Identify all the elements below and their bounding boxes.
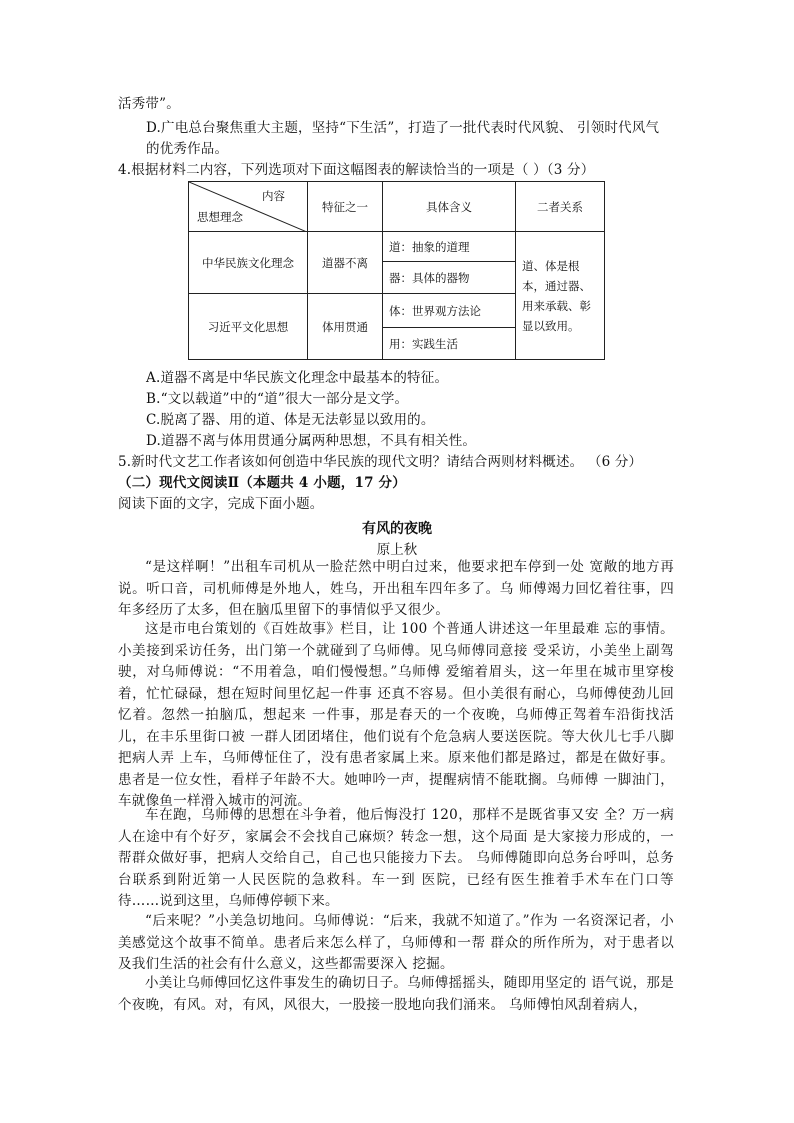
header-feature: 特征之一 <box>308 182 383 232</box>
story-paragraph-2: 这是市电台策划的《百姓故事》栏目，让 100 个普通人讲述这一年里最难 忘的事情。小美接到采访任务，出门第一个就碰到了乌师傅。见乌师傅同意接 受采访，小美坐上副驾驶，对乌师傅说：“不用着急，咱们慢慢想。”乌师傅 爱缩着眉头，这一年里在城市里穿梭着，忙忙碌碌，想在短时间里忆起一件事 还真不容易。但小美很有耐心，乌师傅使劲儿回忆着。忽然一拍脑瓜，想起来 一件事，那是春天的一个夜晚，乌师傅正驾着车沿街找活儿，在丰乐里街口被 一群人团团堵住，他们说有个危急病人要送医院。等大伙儿七手八脚把病人弄 上车，乌师傅怔住了，没有患者家属上来。原来他们都是路过，都是在做好事。 患者是一位女性，看样子年龄不大。她呻吟一声，提醒病情不能耽搁。乌师傅 一脚油门，车就像鱼一样滑入城市的河流。 <box>118 621 674 809</box>
relation-cell: 道、体是根本，通过器、用来承载、彰显以致用。 <box>516 232 605 360</box>
row1-feature: 道器不离 <box>308 232 383 294</box>
story-paragraph-5: 小美让乌师傅回忆这件事发生的确切日子。乌师傅摇摇头，随即用坚定的 语气说，那是个夜晚，有风。对，有风，风很大，一股接一股地向我们涌来。 乌师傅怕风刮着病人， <box>118 975 674 1013</box>
option-c-tail: 活秀带”。 <box>118 96 180 112</box>
story-title: 有风的夜晚 <box>362 521 432 537</box>
option-b: B.“文以载道”中的“道”很大一部分是文学。 <box>146 391 409 407</box>
row1-meaning-2: 器：具体的器物 <box>383 262 516 294</box>
row2-idea: 习近平文化思想 <box>189 294 308 360</box>
story-paragraph-3: 车在跑，乌师傅的思想在斗争着，他后悔没打 120，那样不是既省事又安 全？万一病人在途中有个好歹，家属会不会找自己麻烦？转念一想，这个局面 是大家接力形成的，一帮群众做好事，把病人交给自己，自己也只能接力下去。 乌师傅随即向总务台呼叫，总务台联系到附近第一人民医院的急救科。车一到 医院，已经有医生推着手术车在门口等待……说到这里，乌师傅停顿下来。 <box>118 807 674 909</box>
row1-meaning-1: 道：抽象的道理 <box>383 232 516 262</box>
story-paragraph-4: “后来呢？”小美急切地问。乌师傅说：“后来，我就不知道了。”作为 一名资深记者，小美感觉这个故事不简单。患者后来怎么样了，乌师傅和一帮 群众的所作所为，对于患者以及我们生活的社会有什么意义，这些都需要深入 挖掘。 <box>118 913 674 972</box>
table-header-diagonal <box>189 182 308 232</box>
option-d-line1: D.广电总台聚焦重大主题，坚持“下生活”，打造了一批代表时代风貌、 引领时代风气 <box>146 120 660 136</box>
option-a: A.道器不离是中华民族文化理念中最基本的特征。 <box>146 370 449 386</box>
concept-table <box>188 181 605 360</box>
question-5: 5.新时代文艺工作者该如何创造中华民族的现代文明？请结合两则材料概述。 （6 分） <box>118 454 643 470</box>
option-c: C.脱离了器、用的道、体是无法彰显以致用的。 <box>146 412 435 428</box>
section-heading: （二）现代文阅读Ⅱ（本题共 4 小题，17 分） <box>118 475 406 491</box>
header-meaning: 具体含义 <box>383 182 516 232</box>
row2-meaning-2: 用：实践生活 <box>383 328 516 360</box>
row1-idea: 中华民族文化理念 <box>189 232 308 294</box>
row2-meaning-1: 体：世界观方法论 <box>383 294 516 328</box>
reading-instruction: 阅读下面的文字，完成下面小题。 <box>118 496 324 512</box>
header-idea-label: 思想理念 <box>197 210 243 224</box>
header-relation: 二者关系 <box>516 182 605 232</box>
question-4: 4.根据材料二内容，下列选项对下面这幅图表的解读恰当的一项是（ ）（3 分） <box>118 162 595 178</box>
story-paragraph-1: “是这样啊！”出租车司机从一脸茫然中明白过来，他要求把车停到一处 宽敞的地方再说。听口音，司机师傅是外地人，姓乌，开出租车四年多了。乌 师傅竭力回忆着往事，四年多经历了太多，但在脑瓜里留下的事情似乎又很少。 <box>118 559 674 618</box>
row2-feature: 体用贯通 <box>308 294 383 360</box>
option-d-line2: 的优秀作品。 <box>146 141 229 157</box>
header-content-label: 内容 <box>262 189 285 203</box>
option-d: D.道器不离与体用贯通分属两种思想，不具有相关性。 <box>146 433 477 449</box>
story-author: 原上秋 <box>376 542 418 558</box>
